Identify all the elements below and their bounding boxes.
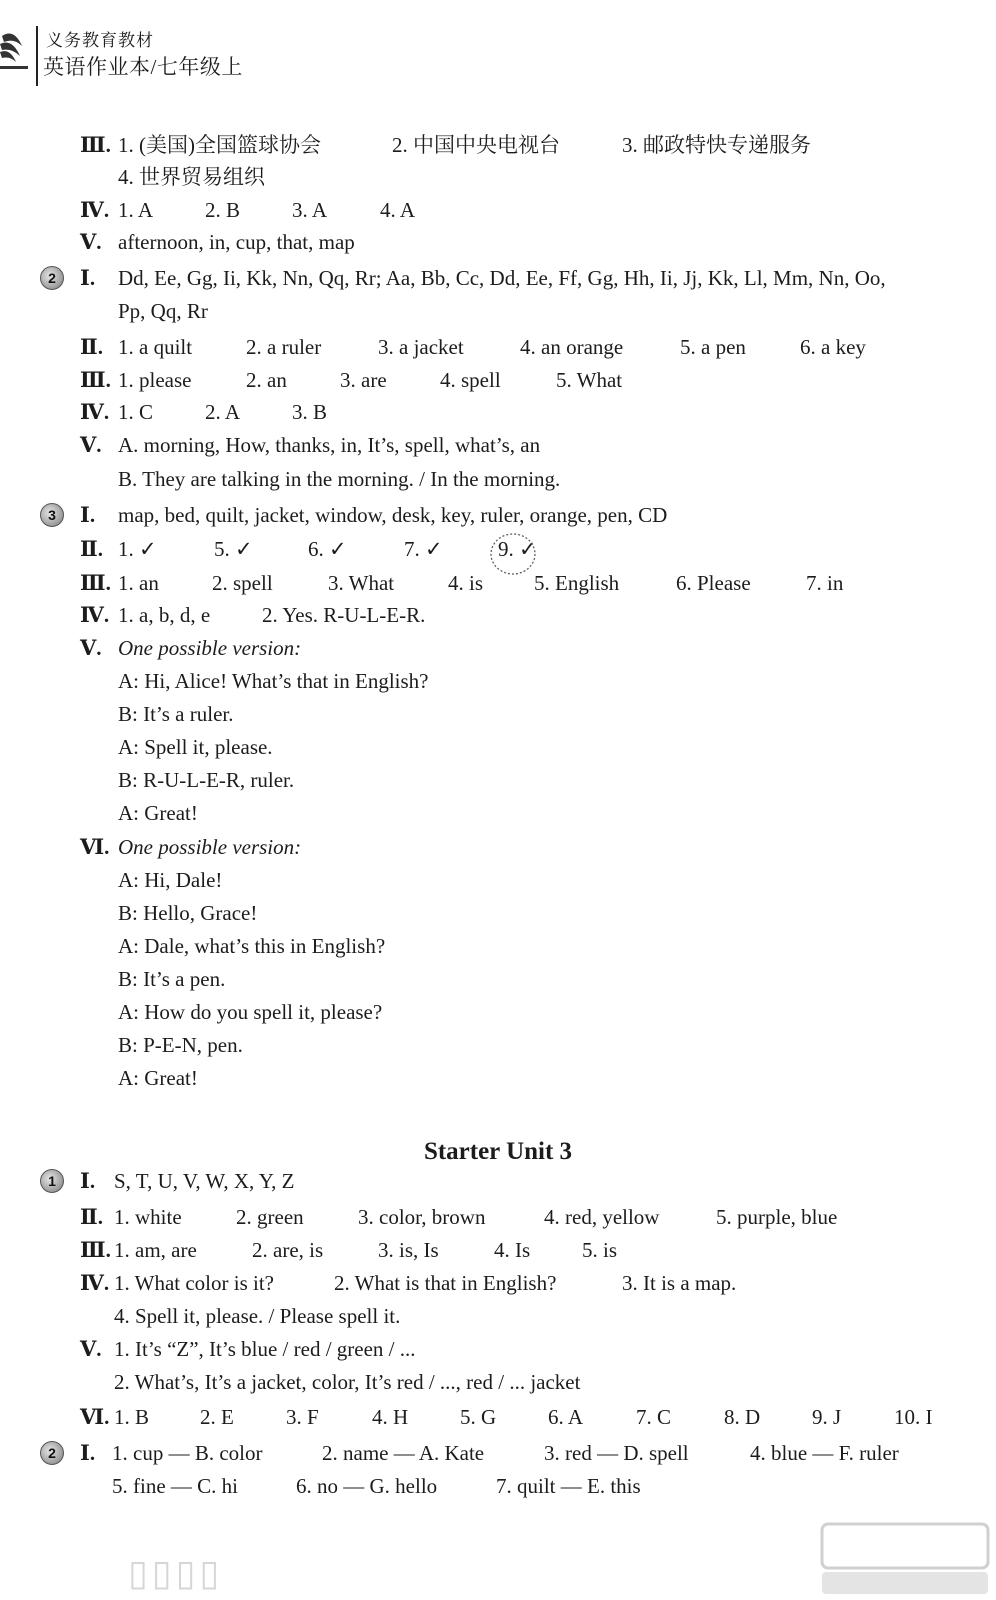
exercise-number: Ⅴ.: [80, 636, 102, 660]
exercise-number: Ⅱ.: [80, 335, 103, 359]
answer-item: 2. an: [246, 368, 287, 392]
answer-item: 2. Yes. R-U-L-E-R.: [262, 603, 426, 627]
answer-item: 1. It’s “Z”, It’s blue / red / green / ...: [114, 1337, 416, 1361]
answer-item: 5. purple, blue: [716, 1205, 838, 1229]
answer-item: 5. is: [582, 1238, 618, 1262]
answer-item: 5. a pen: [680, 335, 746, 359]
section-number-badge: 1: [40, 1169, 64, 1193]
answer-item: 1. C: [118, 400, 154, 424]
answer-item: 1. white: [114, 1205, 182, 1229]
answer-item: 4. spell: [440, 368, 501, 392]
publisher-logo-icon: [0, 26, 30, 72]
answer-item: 1. B: [114, 1405, 150, 1429]
answer-item: 6. Please: [676, 571, 751, 595]
answer-item: 5. What: [556, 368, 623, 392]
answer-item: 5. G: [460, 1405, 497, 1429]
answer-item: B. They are talking in the morning. / In the morning.: [118, 467, 561, 491]
section-number-badge: 2: [40, 266, 64, 290]
answer-item: 2. a ruler: [246, 335, 322, 359]
answer-item: 1. ✓: [118, 537, 157, 561]
watermark-text: ▯▯▯▯: [128, 1553, 224, 1594]
answer-item: 4. an orange: [520, 335, 624, 359]
answer-item: One possible version:: [118, 636, 302, 660]
answer-item: 4. 世界贸易组织: [118, 165, 265, 189]
answer-item: A: Great!: [118, 801, 198, 825]
answer-item: 3. It is a map.: [622, 1271, 737, 1295]
answer-item: 4. Is: [494, 1238, 531, 1262]
stamp-mark-icon: [488, 531, 538, 577]
answer-item: 2. 中国中央电视台: [392, 133, 560, 157]
exercise-number: Ⅳ.: [80, 603, 110, 627]
answer-item: 1. an: [118, 571, 159, 595]
answer-item: 5. English: [534, 571, 620, 595]
answer-item: One possible version:: [118, 835, 302, 859]
answer-item: A: Spell it, please.: [118, 735, 273, 759]
answer-item: 2. B: [205, 198, 241, 222]
answer-item: 2. spell: [212, 571, 273, 595]
answer-item: 5. ✓: [214, 537, 253, 561]
answer-item: 2. What is that in English?: [334, 1271, 557, 1295]
answer-item: 6. ✓: [308, 537, 347, 561]
exercise-number: Ⅴ.: [80, 230, 102, 254]
answer-item: Pp, Qq, Rr: [118, 299, 208, 323]
exercise-number: Ⅲ.: [80, 133, 111, 157]
answer-item: 4. is: [448, 571, 484, 595]
answer-item: 1. cup — B. color: [112, 1441, 263, 1465]
exercise-number: Ⅰ.: [80, 266, 96, 290]
answer-item: 3. color, brown: [358, 1205, 486, 1229]
answer-item: 2. A: [205, 400, 241, 424]
exercise-number: Ⅴ.: [80, 1337, 102, 1361]
answer-item: 7. quilt — E. this: [496, 1474, 641, 1498]
page-header: [0, 0, 996, 90]
answer-item: A: Great!: [118, 1066, 198, 1090]
answer-item: 2. What’s, It’s a jacket, color, It’s red / ..., red / ... jacket: [114, 1370, 581, 1394]
answer-item: 10. I: [894, 1405, 933, 1429]
answer-item: 2. name — A. Kate: [322, 1441, 485, 1465]
answer-item: 2. green: [236, 1205, 304, 1229]
answer-item: map, bed, quilt, jacket, window, desk, key, ruler, orange, pen, CD: [118, 503, 668, 527]
answer-item: 7. C: [636, 1405, 672, 1429]
exercise-number: Ⅲ.: [80, 1238, 111, 1262]
exercise-number: Ⅲ.: [80, 571, 111, 595]
answer-item: B: Hello, Grace!: [118, 901, 258, 925]
exercise-number: Ⅴ.: [80, 433, 102, 457]
answer-item: 1. a, b, d, e: [118, 603, 211, 627]
answer-item: 3. is, Is: [378, 1238, 439, 1262]
answer-item: A. morning, How, thanks, in, It’s, spell, what’s, an: [118, 433, 541, 457]
answer-item: B: It’s a pen.: [118, 967, 226, 991]
answer-item: 1. am, are: [114, 1238, 197, 1262]
answer-item: 3. A: [292, 198, 328, 222]
answer-item: 4. H: [372, 1405, 409, 1429]
answer-item: 1. What color is it?: [114, 1271, 274, 1295]
answer-item: 3. are: [340, 368, 387, 392]
exercise-number: Ⅱ.: [80, 537, 103, 561]
exercise-number: Ⅳ.: [80, 198, 110, 222]
answer-item: B: P-E-N, pen.: [118, 1033, 243, 1057]
answer-item: S, T, U, V, W, X, Y, Z: [114, 1169, 295, 1193]
exercise-number: Ⅰ.: [80, 503, 96, 527]
exercise-number: Ⅰ.: [80, 1441, 96, 1465]
answer-item: 1. A: [118, 198, 154, 222]
answer-item: 8. D: [724, 1405, 761, 1429]
answer-item: 6. A: [548, 1405, 584, 1429]
answer-item: 5. fine — C. hi: [112, 1474, 238, 1498]
section-number-badge: 2: [40, 1441, 64, 1465]
exercise-number: Ⅳ.: [80, 1271, 110, 1295]
answer-item: 6. a key: [800, 335, 866, 359]
answer-item: 1. a quilt: [118, 335, 193, 359]
answer-item: 2. are, is: [252, 1238, 324, 1262]
answer-item: 2. E: [200, 1405, 234, 1429]
answer-item: B: It’s a ruler.: [118, 702, 234, 726]
answer-item: A: Hi, Dale!: [118, 868, 223, 892]
answer-item: A: Hi, Alice! What’s that in English?: [118, 669, 429, 693]
answer-item: 6. no — G. hello: [296, 1474, 438, 1498]
exercise-number: Ⅲ.: [80, 368, 111, 392]
exercise-number: Ⅱ.: [80, 1205, 103, 1229]
exercise-number: Ⅳ.: [80, 400, 110, 424]
answer-item: 3. a jacket: [378, 335, 464, 359]
exercise-number: Ⅵ.: [80, 835, 110, 859]
answer-item: 3. B: [292, 400, 328, 424]
exercise-number: Ⅰ.: [80, 1169, 96, 1193]
answer-item: 7. in: [806, 571, 844, 595]
exercise-number: Ⅵ.: [80, 1405, 110, 1429]
answer-item: 1. (美国)全国篮球协会: [118, 133, 321, 157]
answer-item: afternoon, in, cup, that, map: [118, 230, 355, 254]
answer-item: 4. red, yellow: [544, 1205, 660, 1229]
answer-item: 3. F: [286, 1405, 319, 1429]
answer-item: A: How do you spell it, please?: [118, 1000, 383, 1024]
header-divider: [36, 26, 38, 86]
answer-item: 4. blue — F. ruler: [750, 1441, 899, 1465]
book-title: 英语作业本/七年级上: [43, 55, 243, 79]
unit-title: Starter Unit 3: [423, 1138, 573, 1165]
series-label: 义务教育教材: [46, 31, 154, 50]
answer-item: 3. red — D. spell: [544, 1441, 689, 1465]
answer-item: 9. ✓: [498, 537, 537, 561]
answer-item: 3. What: [328, 571, 395, 595]
watermark-logo-icon: [816, 1520, 994, 1598]
answer-item: 1. please: [118, 368, 192, 392]
answer-item: 9. J: [812, 1405, 842, 1429]
section-number-badge: 3: [40, 503, 64, 527]
answer-item: 4. A: [380, 198, 416, 222]
answer-item: 3. 邮政特快专递服务: [622, 133, 811, 157]
answer-item: 7. ✓: [404, 537, 443, 561]
answer-item: B: R-U-L-E-R, ruler.: [118, 768, 295, 792]
answer-item: A: Dale, what’s this in English?: [118, 934, 386, 958]
answer-item: Dd, Ee, Gg, Ii, Kk, Nn, Qq, Rr; Aa, Bb, Cc, Dd, Ee, Ff, Gg, Hh, Ii, Jj, Kk, Ll, Mm, Nn, Oo,: [118, 266, 886, 290]
answer-item: 4. Spell it, please. / Please spell it.: [114, 1304, 401, 1328]
